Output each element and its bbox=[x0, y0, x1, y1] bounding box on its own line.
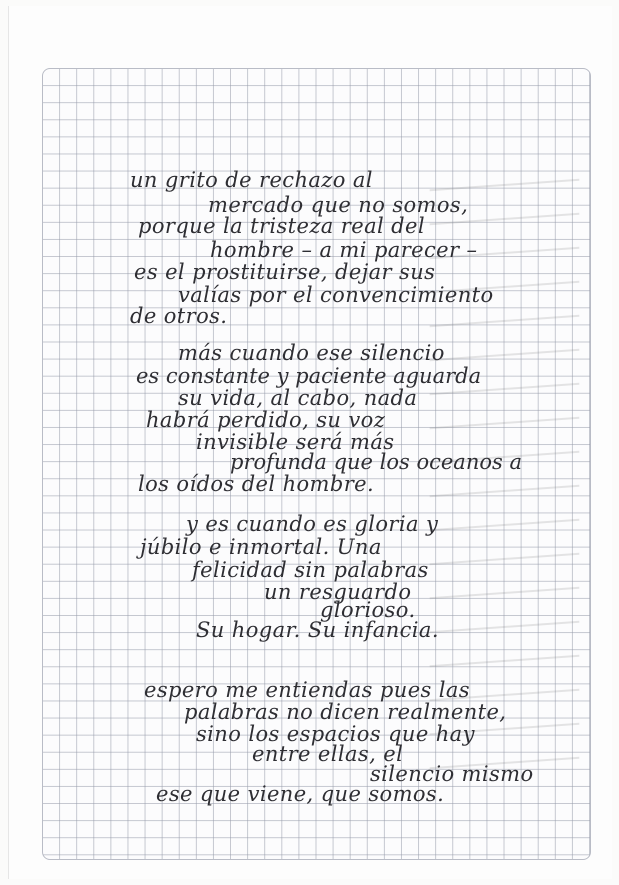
handwritten-line: júbilo e inmortal. Una bbox=[140, 535, 382, 559]
handwritten-line: espero me entiendas pues las bbox=[144, 678, 470, 702]
handwritten-line: los oídos del hombre. bbox=[138, 472, 375, 496]
handwritten-line: es constante y paciente aguarda bbox=[136, 364, 482, 388]
handwritten-line: y es cuando es gloria y bbox=[186, 512, 439, 536]
handwritten-line: invisible será más bbox=[196, 430, 395, 454]
handwritten-line: sino los espacios que hay bbox=[196, 722, 475, 746]
handwritten-line: mercado que no somos, bbox=[208, 193, 469, 217]
handwritten-line: porque la tristeza real del bbox=[138, 214, 425, 238]
handwritten-line: es el prostituirse, dejar sus bbox=[134, 260, 436, 284]
handwritten-line: profunda que los oceanos a bbox=[230, 450, 522, 474]
handwritten-line: de otros. bbox=[130, 304, 228, 328]
handwritten-line: Su hogar. Su infancia. bbox=[196, 618, 439, 642]
handwritten-line: un resguardo bbox=[264, 580, 412, 604]
handwritten-line: silencio mismo bbox=[370, 762, 534, 786]
handwritten-line: ese que viene, que somos. bbox=[156, 782, 445, 806]
handwritten-line: más cuando ese silencio bbox=[178, 341, 445, 365]
handwritten-line: hombre – a mi parecer – bbox=[210, 238, 478, 262]
handwritten-line: valías por el convencimiento bbox=[178, 283, 494, 307]
handwritten-line: su vida, al cabo, nada bbox=[178, 386, 418, 410]
handwritten-line: un grito de rechazo al bbox=[130, 168, 373, 192]
handwritten-line: palabras no dicen realmente, bbox=[184, 700, 507, 724]
handwritten-line: habrá perdido, su voz bbox=[146, 408, 386, 432]
handwritten-line: entre ellas, el bbox=[252, 742, 404, 766]
handwritten-line: felicidad sin palabras bbox=[192, 558, 429, 582]
handwritten-line: glorioso. bbox=[320, 598, 416, 622]
